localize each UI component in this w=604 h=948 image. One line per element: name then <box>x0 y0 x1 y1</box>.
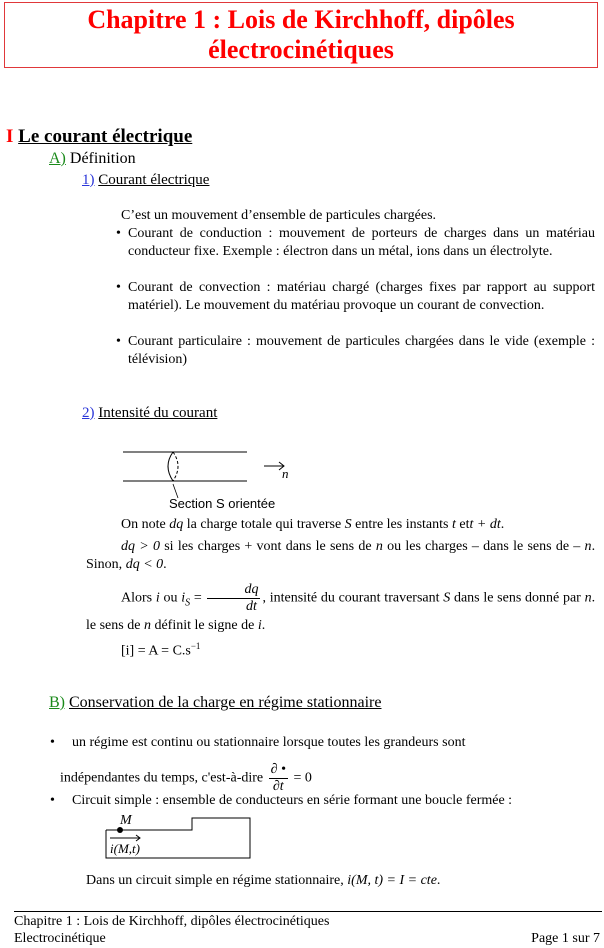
text: Alors <box>121 590 153 606</box>
bullet-text: un régime est continu ou stationnaire lorsque toutes les grandeurs sont <box>72 735 466 750</box>
fraction-numerator: ∂ • <box>270 762 286 777</box>
bullet-item-stationnaire <box>50 734 595 752</box>
label-current: i(M,t) <box>110 841 140 856</box>
footer-course: Electrocinétique <box>14 931 106 946</box>
paragraph-charge <box>121 516 595 534</box>
text: Dans un circuit simple en régime stationnaire, <box>86 873 344 888</box>
text: la charge totale qui traverse <box>186 517 342 532</box>
text: dans le sens donné par <box>453 590 581 606</box>
math-dq-negative: dq < 0 <box>125 557 164 572</box>
fraction-dq-dt <box>207 582 260 615</box>
text: si les charges + vont dans le sens de <box>164 539 372 554</box>
section-title: Le courant électrique <box>18 126 193 147</box>
unit-formula <box>121 637 200 661</box>
text: . <box>436 873 441 888</box>
math-dq: dq <box>169 517 184 532</box>
normal-vector-icon <box>262 458 302 482</box>
section-arc-dashed <box>173 452 178 481</box>
text: et <box>459 517 470 532</box>
text: ou les charges – dans le sens de <box>387 539 570 554</box>
fraction-partial-dt <box>269 762 288 795</box>
text: . le sens de <box>86 590 596 633</box>
bullet-item-convection <box>116 279 595 315</box>
figure-caption: Section S orientée <box>169 496 276 510</box>
text: . <box>261 618 266 633</box>
subsection-heading-B <box>49 693 381 713</box>
subsubsection-title: Intensité du courant <box>98 405 218 421</box>
footer-chapter: Chapitre 1 : Lois de Kirchhoff, dipôles électrocinétiques <box>14 914 330 929</box>
math-i: i <box>155 590 160 606</box>
math-S: S <box>344 517 352 532</box>
math-subscript-S: S <box>185 597 191 609</box>
subsection-title: Conservation de la charge en régime stationnaire <box>69 694 382 711</box>
bullet-text: Courant de convection : matériau chargé (charges fixes par rapport au support matériel). Le mouvement du matériau provoque un courant de convection. <box>128 280 595 313</box>
math-formula: i(M, t) = I = cte <box>347 873 437 888</box>
math-minus-n: – n <box>573 539 592 554</box>
label-M: M <box>120 813 132 828</box>
unit-exponent: −1 <box>190 641 201 651</box>
bullet-item-conduction <box>116 225 595 261</box>
chapter-title-line1: Chapitre 1 : Lois de Kirchhoff, dipôles <box>87 5 515 34</box>
paragraph-sign <box>86 538 595 574</box>
text: = <box>193 590 202 606</box>
math-iS: i <box>181 590 186 606</box>
bullet-item-particulaire <box>116 333 595 369</box>
text: On note <box>121 517 166 532</box>
bullet-text: Courant particulaire : mouvement de particules chargées dans le vide (exemple : télévision) <box>128 334 595 367</box>
bullet-dot: • <box>50 735 55 750</box>
text: définit le signe de <box>154 618 255 633</box>
math-n: n <box>375 539 383 554</box>
subsection-heading-A <box>49 149 136 169</box>
fraction-denominator: dt <box>246 599 257 614</box>
bullet-dot: • <box>116 226 121 241</box>
text: entre les instants <box>355 517 449 532</box>
text: . Sinon, <box>86 539 596 572</box>
bullet-item-circuit <box>50 792 595 810</box>
bullet-text: indépendantes du temps, c'est-à-dire <box>60 770 264 786</box>
unit-text: [i] = A = C.s <box>121 643 191 659</box>
vector-label: n <box>282 466 289 481</box>
section-number: I <box>6 126 14 147</box>
section-arc-solid <box>168 452 173 481</box>
math-n: n <box>143 618 151 633</box>
closing-sentence <box>86 872 440 890</box>
chapter-title-line2: électrocinétiques <box>208 35 394 64</box>
text: = 0 <box>293 770 312 786</box>
math-t: t <box>451 517 456 532</box>
math-S: S <box>443 590 451 606</box>
text: ou <box>163 590 178 606</box>
bullet-continuation <box>60 762 595 795</box>
subsubsection-heading-2 <box>82 404 217 422</box>
math-t-plus-dt: t + dt <box>469 517 501 532</box>
subsubsection-heading-1 <box>82 171 209 189</box>
subsubsection-title: Courant électrique <box>98 172 210 188</box>
intro-paragraph: C’est un mouvement d’ensemble de particules chargées. <box>121 208 437 223</box>
math-i: i <box>257 618 262 633</box>
bullet-dot: • <box>116 334 121 349</box>
fraction-numerator: dq <box>207 582 260 599</box>
bullet-text: Circuit simple : ensemble de conducteurs en série formant une boucle fermée : <box>72 793 513 808</box>
section-heading-1 <box>6 126 192 148</box>
text: , intensité du courant traversant <box>262 590 440 606</box>
subsection-title: Définition <box>69 150 136 167</box>
circuit-diagram <box>100 810 260 864</box>
math-dq-positive: dq > 0 <box>121 539 160 554</box>
math-n: n <box>584 590 592 606</box>
bullet-dot: • <box>116 280 121 295</box>
text: . <box>500 517 505 532</box>
subsubsection-number: 1) <box>82 172 95 188</box>
text: . <box>163 557 167 572</box>
subsubsection-number: 2) <box>82 405 95 421</box>
footer-page-number: Page 1 sur 7 <box>531 931 600 946</box>
bullet-text: Courant de conduction : mouvement de porteurs de charges dans un matériau conducteur fixe. Exemple : électron dans un métal, ions dans un électrolyte. <box>128 226 595 259</box>
chapter-title-box <box>4 2 598 68</box>
footer-divider <box>14 911 602 912</box>
subsection-number: A) <box>49 150 66 167</box>
fraction-denominator: ∂t <box>272 779 284 794</box>
bullet-dot: • <box>50 793 55 808</box>
subsection-number: B) <box>49 694 65 711</box>
paragraph-intensity <box>86 582 595 637</box>
